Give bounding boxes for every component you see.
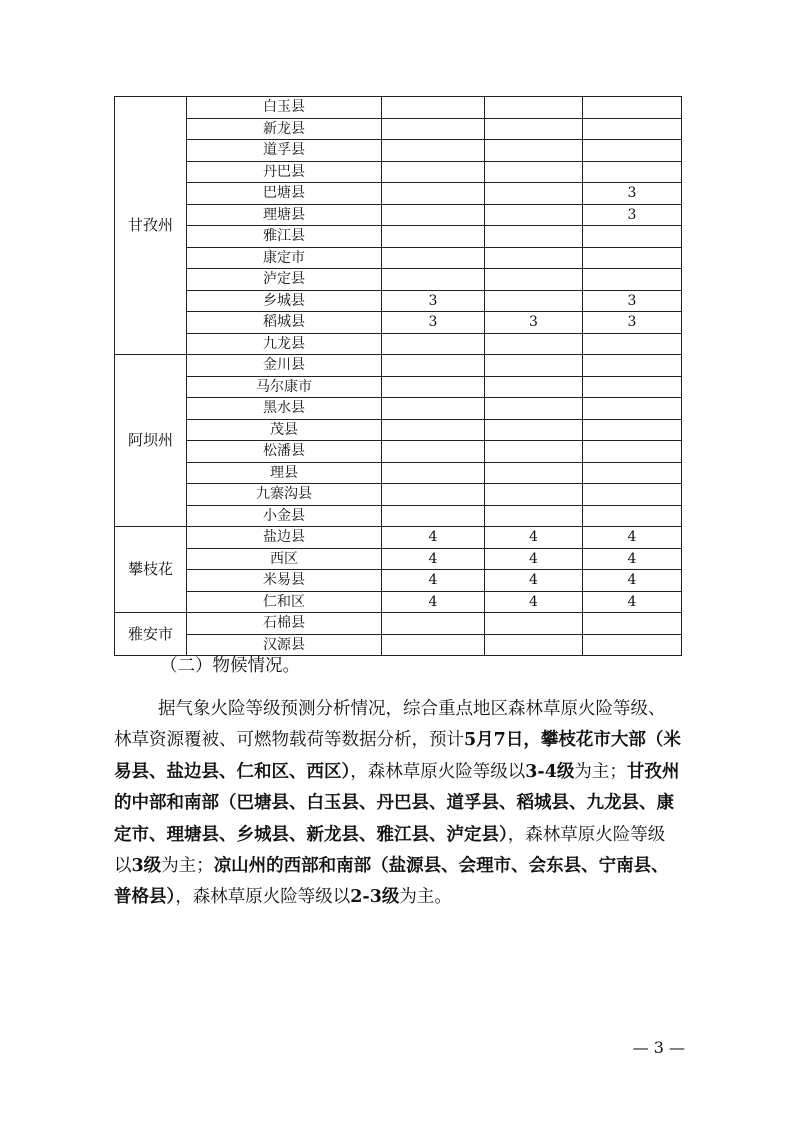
county-cell: 金川县: [187, 355, 382, 377]
bold-text-segment: 3级: [131, 856, 162, 877]
risk-level-cell: [382, 355, 485, 377]
bold-text-segment: 3-4级: [525, 761, 575, 782]
table-row: [115, 355, 682, 377]
risk-level-cell: [485, 441, 583, 463]
county-cell: 小金县: [187, 505, 382, 527]
risk-level-cell: 4: [382, 591, 485, 613]
text-segment: ，森林草原火险等级以: [114, 824, 666, 877]
risk-level-cell: [485, 419, 583, 441]
section-heading: （二）物候情况。: [160, 656, 300, 676]
risk-level-cell: [583, 419, 682, 441]
county-cell: 理县: [187, 462, 382, 484]
county-cell: 茂县: [187, 419, 382, 441]
risk-level-cell: [485, 183, 583, 205]
risk-level-cell: [485, 484, 583, 506]
risk-level-cell: 4: [583, 527, 682, 549]
risk-level-cell: [583, 634, 682, 656]
fire-risk-table: [114, 96, 682, 656]
risk-level-cell: [485, 355, 583, 377]
region-cell: 甘孜州: [115, 97, 187, 355]
region-cell: 阿坝州: [115, 355, 187, 527]
risk-level-cell: [583, 484, 682, 506]
county-cell: 石棉县: [187, 613, 382, 635]
county-cell: 道孚县: [187, 140, 382, 162]
risk-level-cell: [382, 269, 485, 291]
county-cell: 理塘县: [187, 204, 382, 226]
risk-level-cell: [485, 290, 583, 312]
risk-level-cell: [382, 613, 485, 635]
table-row: [115, 140, 682, 162]
body-paragraph: [114, 694, 681, 914]
risk-level-cell: 3: [485, 312, 583, 334]
risk-level-cell: [485, 398, 583, 420]
risk-level-cell: [485, 462, 583, 484]
risk-level-cell: [583, 269, 682, 291]
county-cell: 雅江县: [187, 226, 382, 248]
table-row: [115, 247, 682, 269]
county-cell: 乡城县: [187, 290, 382, 312]
risk-level-cell: [382, 226, 485, 248]
risk-level-cell: [382, 333, 485, 355]
table-row: [115, 376, 682, 398]
bold-text-segment: 甘孜州的中部和南部（巴塘县、白玉县、丹巴县、道孚县、稻城县、九龙县、康定市、理塘县、乡城县、新龙县、雅江县、泸定县）: [114, 761, 680, 845]
fire-risk-table-body: [115, 97, 682, 656]
risk-level-cell: [382, 204, 485, 226]
risk-level-cell: 4: [583, 548, 682, 570]
risk-level-cell: [485, 161, 583, 183]
table-row: [115, 161, 682, 183]
risk-level-cell: [382, 140, 485, 162]
risk-level-cell: 4: [583, 591, 682, 613]
risk-level-cell: [583, 97, 682, 119]
region-cell: 攀枝花: [115, 527, 187, 613]
risk-level-cell: [583, 613, 682, 635]
risk-level-cell: 3: [382, 312, 485, 334]
county-cell: 仁和区: [187, 591, 382, 613]
table-row: [115, 398, 682, 420]
risk-level-cell: [382, 183, 485, 205]
table-row: [115, 484, 682, 506]
risk-level-cell: 4: [382, 527, 485, 549]
bold-text-segment: 2-3级: [350, 887, 400, 908]
table-row: [115, 527, 682, 549]
risk-level-cell: [382, 462, 485, 484]
risk-level-cell: 3: [583, 183, 682, 205]
county-cell: 盐边县: [187, 527, 382, 549]
table-row: [115, 591, 682, 613]
county-cell: 丹巴县: [187, 161, 382, 183]
county-cell: 康定市: [187, 247, 382, 269]
text-segment: 据气象火险等级预测分析情况，综合重点地区森林草原火险等级、林草资源覆被、可燃物载荷等数据分析，预计: [114, 699, 666, 751]
county-cell: 米易县: [187, 570, 382, 592]
table-row: [115, 312, 682, 334]
risk-level-cell: 3: [583, 312, 682, 334]
text-segment: 为主。: [399, 887, 452, 908]
risk-level-cell: [583, 355, 682, 377]
table-row: [115, 183, 682, 205]
risk-level-cell: [485, 247, 583, 269]
county-cell: 九龙县: [187, 333, 382, 355]
table-row: [115, 505, 682, 527]
table-row: [115, 333, 682, 355]
county-cell: 巴塘县: [187, 183, 382, 205]
risk-level-cell: [382, 97, 485, 119]
table-row: [115, 118, 682, 140]
county-cell: 稻城县: [187, 312, 382, 334]
risk-level-cell: 4: [382, 570, 485, 592]
risk-level-cell: [485, 118, 583, 140]
county-cell: 松潘县: [187, 441, 382, 463]
page-number: — 3 —: [632, 1038, 685, 1057]
risk-level-cell: [485, 140, 583, 162]
risk-level-cell: [583, 505, 682, 527]
table-row: [115, 269, 682, 291]
table-row: [115, 97, 682, 119]
risk-level-cell: [382, 484, 485, 506]
table-row: [115, 419, 682, 441]
risk-level-cell: 3: [382, 290, 485, 312]
risk-level-cell: [485, 204, 583, 226]
risk-level-cell: [485, 505, 583, 527]
risk-level-cell: [382, 161, 485, 183]
risk-level-cell: 4: [485, 548, 583, 570]
table-row: [115, 570, 682, 592]
risk-level-cell: [382, 441, 485, 463]
risk-level-cell: [583, 161, 682, 183]
risk-level-cell: [485, 376, 583, 398]
risk-level-cell: [583, 333, 682, 355]
risk-level-cell: [382, 376, 485, 398]
table-row: [115, 290, 682, 312]
risk-level-cell: 4: [485, 570, 583, 592]
risk-level-cell: [382, 505, 485, 527]
risk-level-cell: [485, 226, 583, 248]
county-cell: 新龙县: [187, 118, 382, 140]
bold-text-segment: 凉山州的西部和南部（盐源县、会理市、会东县、宁南县、普格县）: [114, 856, 669, 908]
risk-level-cell: 4: [485, 527, 583, 549]
risk-level-cell: 4: [382, 548, 485, 570]
risk-level-cell: [583, 441, 682, 463]
risk-level-cell: [583, 226, 682, 248]
risk-level-cell: [382, 398, 485, 420]
bold-text-segment: 5月7日，攀枝花市大部（米易县、盐边县、仁和区、西区）: [114, 730, 681, 782]
risk-level-cell: [583, 140, 682, 162]
risk-level-cell: [583, 376, 682, 398]
text-segment: ，森林草原火险等级以: [175, 887, 351, 908]
county-cell: 汉源县: [187, 634, 382, 656]
text-segment: 为主；: [161, 856, 214, 877]
risk-level-cell: [382, 247, 485, 269]
risk-level-cell: [485, 333, 583, 355]
county-cell: 马尔康市: [187, 376, 382, 398]
risk-level-cell: [583, 398, 682, 420]
county-cell: 九寨沟县: [187, 484, 382, 506]
risk-level-cell: [583, 247, 682, 269]
table-row: [115, 613, 682, 635]
risk-level-cell: 4: [485, 591, 583, 613]
risk-level-cell: 3: [583, 204, 682, 226]
table-row: [115, 441, 682, 463]
county-cell: 西区: [187, 548, 382, 570]
county-cell: 泸定县: [187, 269, 382, 291]
risk-level-cell: [485, 269, 583, 291]
risk-level-cell: [382, 419, 485, 441]
risk-level-cell: 3: [583, 290, 682, 312]
region-cell: 雅安市: [115, 613, 187, 656]
county-cell: 黑水县: [187, 398, 382, 420]
risk-level-cell: [485, 97, 583, 119]
text-segment: 为主；: [574, 761, 627, 782]
risk-level-cell: [485, 613, 583, 635]
risk-level-cell: [583, 118, 682, 140]
risk-level-cell: [382, 118, 485, 140]
table-row: [115, 548, 682, 570]
county-cell: 白玉县: [187, 97, 382, 119]
table-row: [115, 204, 682, 226]
risk-level-cell: 4: [583, 570, 682, 592]
table-row: [115, 462, 682, 484]
risk-level-cell: [583, 462, 682, 484]
table-row: [115, 226, 682, 248]
text-segment: ，森林草原火险等级以: [350, 761, 526, 782]
